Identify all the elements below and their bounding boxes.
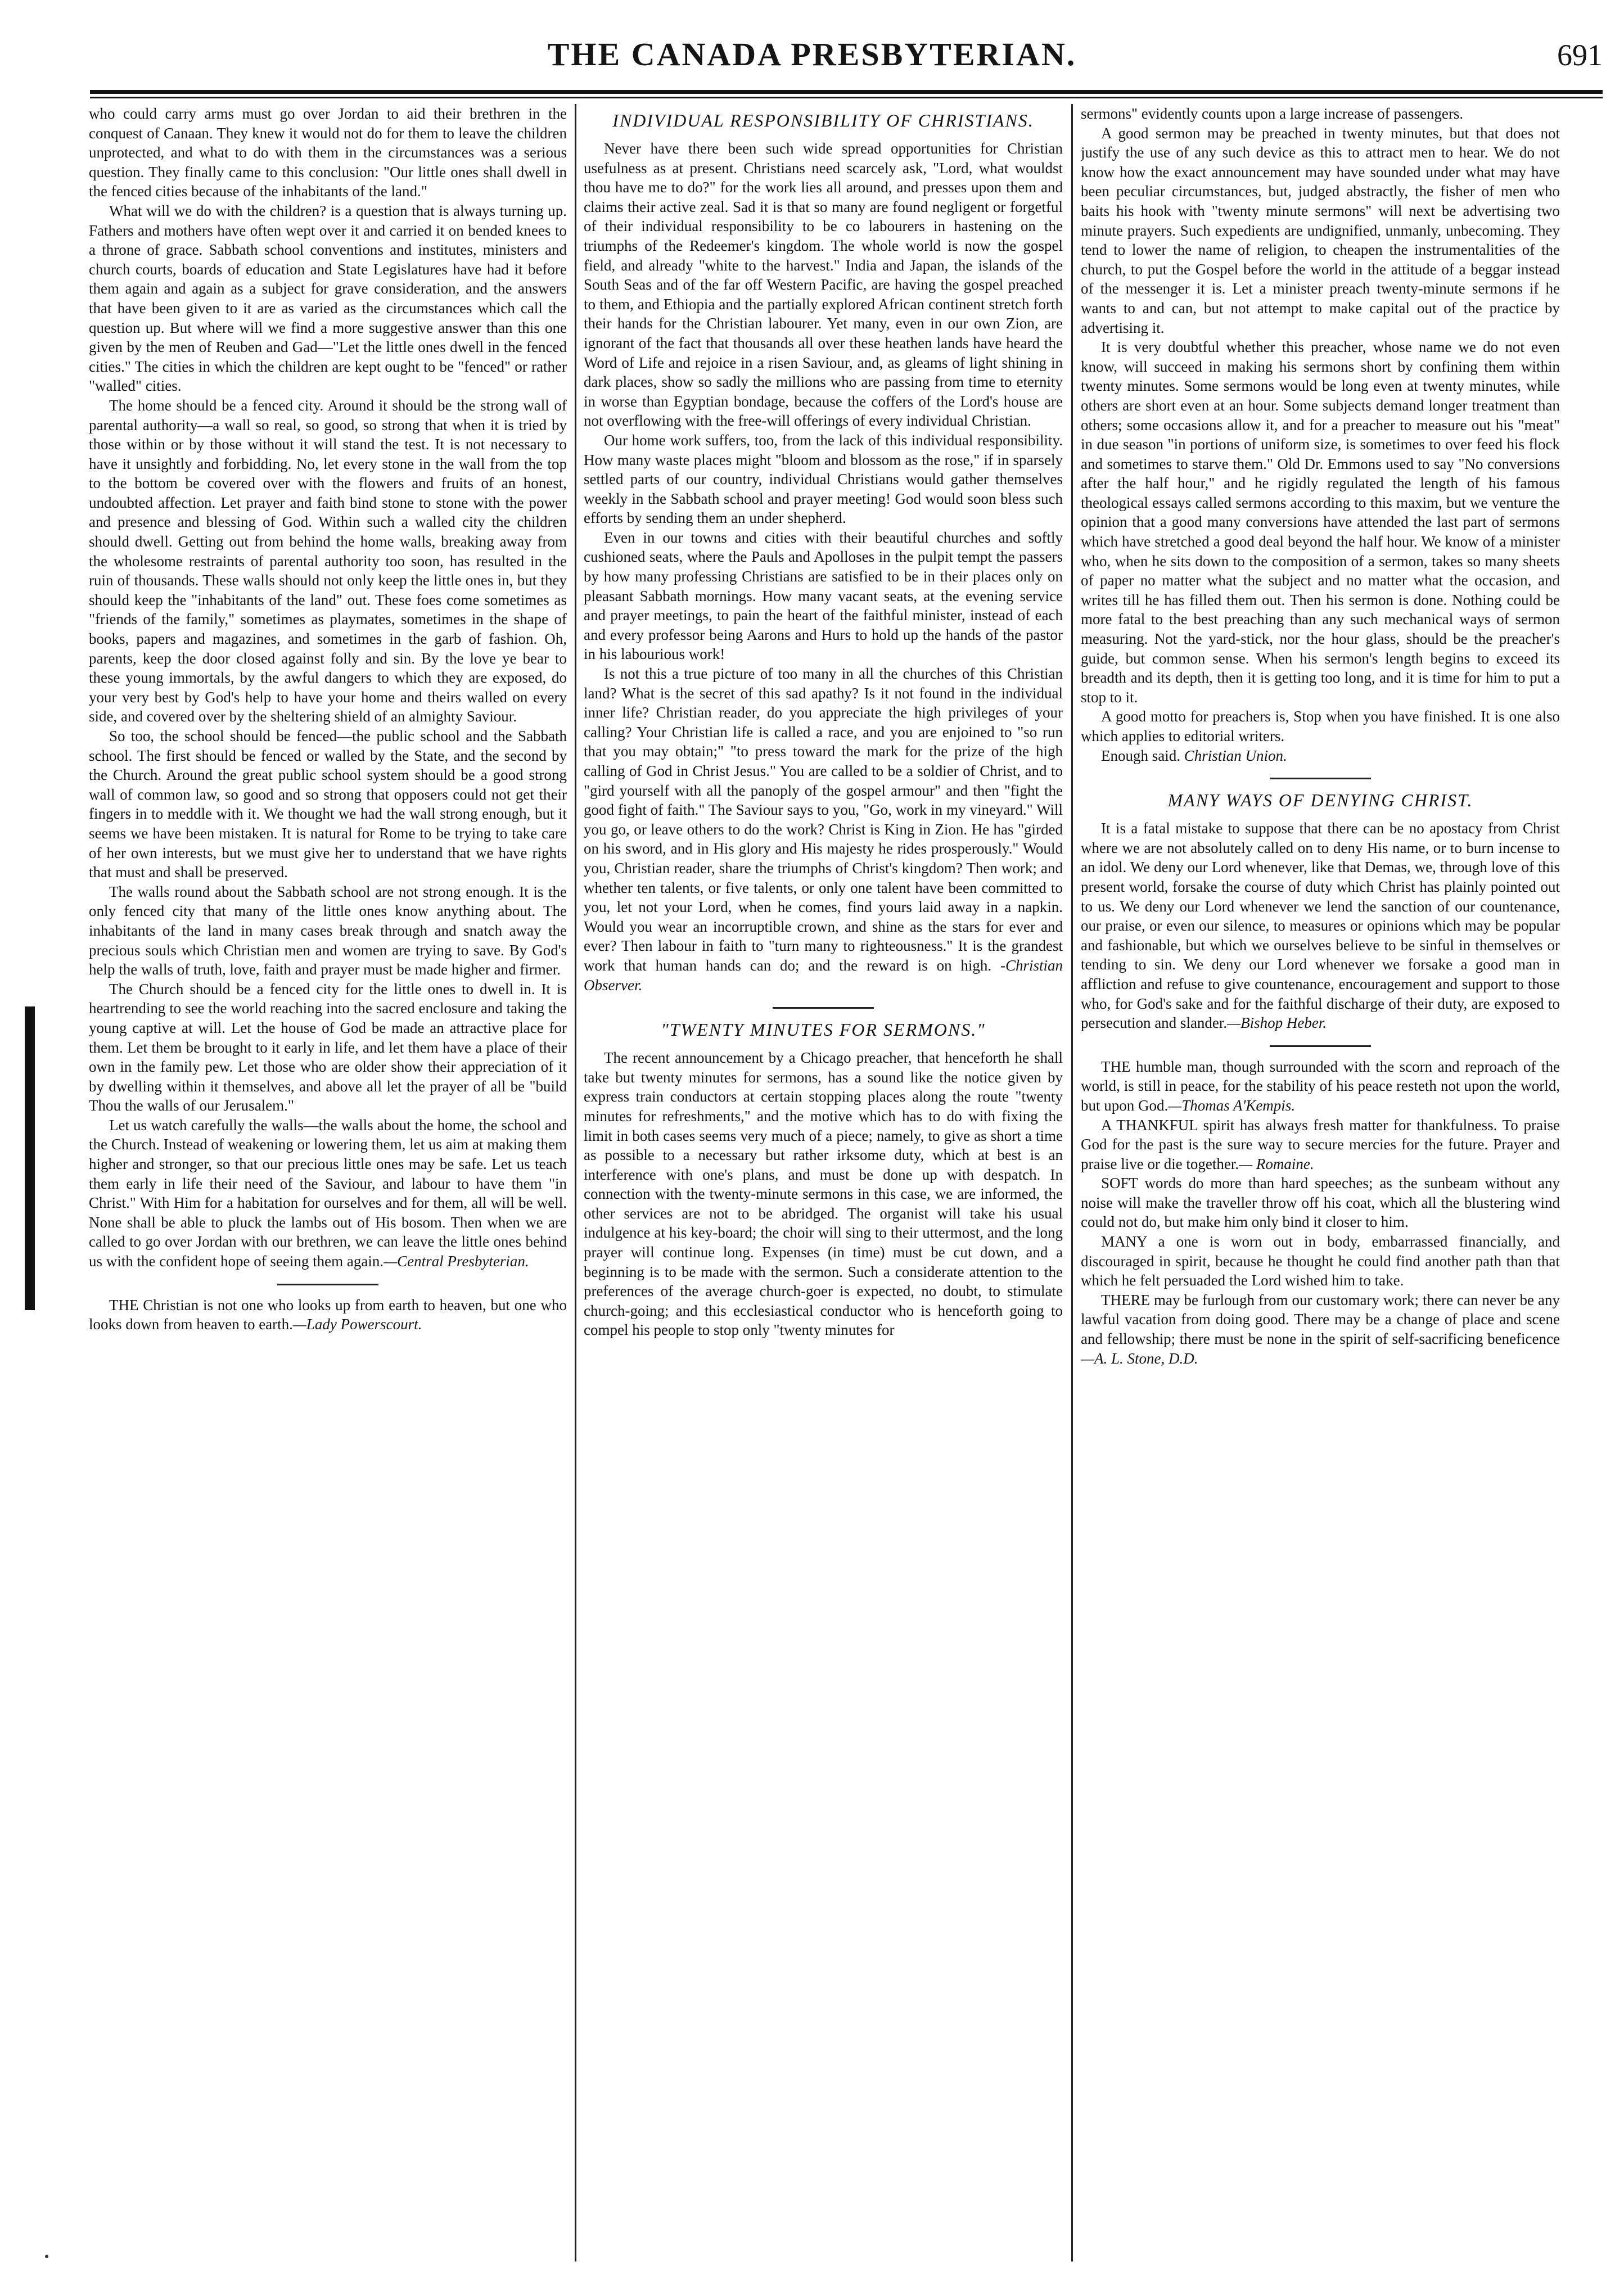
- paragraph-text: Let us watch carefully the walls—the walls about the home, the school and the Church. Instead of weakening or lowering them, let us aim at making them higher and stronger, so that our precious little ones may be safe. Let us teach them early in life their need of the Saviour, and labour to have them "in Christ." With Him for a habitation for ourselves and for them, all will be well. None shall be able to pluck the lambs out of His bosom. Then when we are called to go over Jordan with our brethren, we can leave the little ones behind us with the confident hope of seeing them again.: [89, 1116, 567, 1270]
- article-paragraph: [1081, 746, 1560, 766]
- column-2: [584, 104, 1063, 2262]
- newspaper-title: THE CANADA PRESBYTERIAN.: [547, 36, 1077, 73]
- article-paragraph: sermons" evidently counts upon a large increase of passengers.: [1081, 105, 1464, 122]
- column-3: [1081, 104, 1560, 2262]
- article-paragraph: The home should be a fenced city. Around it should be the strong wall of parental authority—a wall so real, so good, so strong that when it is tried by those within or by those without it will stand the test. It is not necessary to have it unsightly and forbidding. No, let every stone in the wall from the top to the bottom be covered over with the flowers and fruits of an honest, undoubted affection. Let prayer and faith bind stone to stone with the power and presence and blessing of God. Within such a walled city the children should dwell. Getting out from behind the home walls, breaking away from the wholesome restraints of parental authority too soon, has resulted in the ruin of thousands. These walls should not only keep the little ones in, but they should keep the "inhabitants of the land" out. These foes come sometimes as "friends of the family," sometimes as playmates, sometimes in the shape of books, papers and magazines, and sometimes in the garb of fashion. Oh, parents, keep the door closed against folly and sin. By the love ye bear to these young immortals, by the awful dangers to which they are exposed, do your very best by God's help to have your home and theirs walled on every side, and covered over by the sheltering shield of an almighty Saviour.: [89, 396, 567, 725]
- article-title: "TWENTY MINUTES FOR SERMONS.": [661, 1019, 986, 1040]
- article-paragraph: [89, 1116, 567, 1271]
- source-credit: —A. L. Stone, D.D.: [1081, 1349, 1198, 1367]
- quote-paragraph: [1081, 1290, 1560, 1368]
- source-credit: —Thomas A'Kempis.: [1168, 1096, 1296, 1114]
- source-credit: Christian Union.: [1184, 747, 1287, 764]
- article-title: INDIVIDUAL RESPONSIBILITY OF CHRISTIANS.: [612, 110, 1034, 130]
- quote-paragraph: [89, 1296, 567, 1334]
- column-divider-1: [575, 104, 576, 2262]
- paragraph-text: THERE may be furlough from our customary work; there can never be any lawful vacation from doing good. There may be a change of place and scene and fellowship; there must be none in the spirit of self-sacrificing beneficence: [1081, 1291, 1560, 1348]
- article-paragraph: The recent announcement by a Chicago preacher, that henceforth he shall take but twenty minutes for sermons, has a sound like the notice given by express train conductors at certain stopping places along the route "twenty minutes for refreshments," and the motive which has to do with fixing the limit in both cases seems very much of a piece; namely, to give as short a time as possible to a necessary but rather irksome duty, which at best is an interference with one's plans, and must be done up with despatch. In connection with the twenty-minute sermons in this case, we are informed, the other services are not to be abridged. The organist will take his usual indulgence at his key-board; the choir will sing to their uttermost, and the long prayer will continue long. Expenses (in time) must be cut down, and a beginning is to be made with the sermon. Such a considerate attention to the preferences of the average church-goer is expected, no doubt, to stimulate church-going; and this ecclesiastical conductor who is henceforth going to compel his people to stop only "twenty minutes for: [584, 1049, 1063, 1339]
- scan-margin-mark: [25, 1006, 35, 1310]
- paragraph-text: A THANKFUL spirit has always fresh matter for thankfulness. To praise God for the past is the sure way to secure mercies for the future. Prayer and praise live or die together.: [1081, 1116, 1560, 1172]
- article-paragraph: The walls round about the Sabbath school are not strong enough. It is the only fenced city that many of the little ones know anything about. The inhabitants of the land in many cases break through and snatch away the precious souls which Christian men and women are trying to save. By God's help the walls of truth, love, faith and prayer must be made higher and firmer.: [89, 883, 567, 978]
- section-rule: [277, 1284, 378, 1285]
- article-paragraph: Our home work suffers, too, from the lack of this individual responsibility. How many waste places might "bloom and blossom as the rose," if in sparsely settled parts of our country, individual Christians would gather themselves weekly in the Sabbath school and prayer meeting! God would soon bless such efforts by sending them an under shepherd.: [584, 431, 1063, 527]
- article-paragraph: Never have there been such wide spread opportunities for Christian usefulness as at present. Christians need scarcely ask, "Lord, what wouldst thou have me to do?" for the work lies all around, and presses upon them and claims their active zeal. Sad it is that so many are found negligent or forgetful of their individual responsibility to be co labourers in hastening on the triumphs of the Redeemer's kingdom. The whole world is now the gospel field, and already "white to the harvest." India and Japan, the islands of the South Seas and of the far off Western Pacific, are having the gospel preached to them, and Ethiopia and the partially explored African continent stretch forth their hands for the Christian labourer. Yet many, even in our own Zion, are ignorant of the fact that thousands all over these heathen lands have heard the Word of Life and rejoice in a risen Saviour, and, as gleams of light shining in dark places, show so sadly the millions who are passing from time to eternity in worse than Egyptian bondage, because the coffers of the Lord's house are not overflowing with the free-will offerings of every individual Christian.: [584, 140, 1063, 430]
- paragraph-text: THE Christian is not one who looks up from earth to heaven, but one who looks down from heaven to earth.: [89, 1296, 567, 1333]
- article-title: MANY WAYS OF DENYING CHRIST.: [1167, 790, 1473, 811]
- source-credit: —Central Presbyterian.: [384, 1253, 529, 1270]
- article-paragraph: [1081, 819, 1560, 1033]
- article-paragraph: It is very doubtful whether this preacher, whose name we do not even know, will succeed in making his sermons short by confining them within twenty minutes. Some sermons would be long even at twenty minutes, while others are short even at an hour. Some subjects demand longer treatment than others; some occasions allow it, and for a preacher to measure out his "meat" in due season "in portions of uniform size, is sometimes to over feed his flock and sometimes to starve them." Old Dr. Emmons used to say "No conversions after the half hour," and he rigidly regulated the length of his famous theological essays called sermons according to this maxim, but we venture the opinion that a good many conversions have attended the last part of sermons which have stretched a good deal beyond the half hour. We know of a minister who, when he sits down to the composition of a sermon, takes so many sheets of paper no matter what the subject and no matter what the occasion, and writes till he has filled them out. Then his sermon is done. Nothing could be more fatal to the best preaching than any such mechanical ways of sermon measuring. Not the yard-stick, nor the hour glass, should be the preacher's guide, but common sense. When his sermon's length begins to exceed its breadth and its depth, then it is getting too long, and it is time for him to put a stop to it.: [1081, 338, 1560, 706]
- column-1: [89, 104, 567, 2262]
- article-paragraph: [584, 664, 1063, 995]
- quote-paragraph: [1081, 1116, 1560, 1174]
- section-rule: [773, 1007, 874, 1009]
- paragraph-text: It is a fatal mistake to suppose that there can be no apostacy from Christ where we are not absolutely called on to deny His name, or to burn incense to an idol. We deny our Lord whenever, like that Demas, we, through love of this present world, forsake the course of duty which Christ has plainly pointed out to us. We deny our Lord whenever we lend the sanction of our countenance, our praise, or even our silence, to measures or opinions which may be popular and fashionable, but which we ourselves believe to be sinful in themselves or tending to sin. We deny our Lord whenever we forsake a good man in affliction and refuse to give countenance, encouragement and support to those who, for God's sake and for the faithful discharge of their duty, are exposed to persecution and slander.: [1081, 820, 1560, 1032]
- column-divider-2: [1071, 104, 1073, 2262]
- header-rule-thin: [90, 97, 1603, 98]
- article-paragraph: The Church should be a fenced city for the little ones to dwell in. It is heartrending to see the world reaching into the sacred enclosure and taking the young captive at will. Let the house of God be made an attractive place for them. Let them be brought to it early in life, and let them have a place of their own in the family pew. Let those who are older show their appreciation of it by dwelling within it themselves, and above all let the prayer of all be "build Thou the walls of our Jerusalem.": [89, 980, 567, 1114]
- section-rule: [1270, 778, 1371, 779]
- source-credit: —Bishop Heber.: [1227, 1014, 1327, 1032]
- source-credit: —Lady Powerscourt.: [292, 1316, 422, 1333]
- paragraph-text: Is not this a true picture of too many in all the churches of this Christian land? What is the secret of this sad apathy? Is it not found in the individual inner life? Christian reader, do you appreciate the high privileges of your calling? Your Christian life is called a race, and you are enjoined to "so run that you may obtain;" "to press toward the mark for the prize of the high calling of God in Christ Jesus." You are called to be a soldier of Christ, and to "gird yourself with all the panoply of the gospel armour" and then "fight the good fight of faith." The Saviour says to you, "Go, work in my vineyard." Will you go, or leave others to do the work? Christ is King in Zion. He has "girded on his sword, and in His glory and His majesty he rides prosperously." Would you, Christian reader, share the triumphs of Christ's kingdom? Then work; and whether ten talents, or five talents, or only one talent have been committed to you, let not your Lord, when he comes, find yours laid away in a napkin. Would you wear an incorruptible crown, and shine as the stars for ever and ever? Then labour in faith to "turn many to righteousness." It is the grandest work that human hands can do; and the reward is on high.: [584, 665, 1063, 974]
- quote-paragraph: [1081, 1057, 1560, 1116]
- source-credit: -Christian Observer.: [584, 956, 1063, 994]
- quote-paragraph: MANY a one is worn out in body, embarrassed financially, and discouraged in spirit, because he thought he could find another path than that which he felt persuaded the Lord wished him to take.: [1081, 1233, 1560, 1289]
- paragraph-text: THE humble man, though surrounded with the scorn and reproach of the world, is still in peace, for the stability of his peace resteth not upon the world, but upon God.: [1081, 1058, 1560, 1114]
- article-paragraph: Even in our towns and cities with their beautiful churches and softly cushioned seats, where the Pauls and Apolloses in the pulpit tempt the passers by how many professing Christians are satisfied to be in their places only on pleasant Sabbath mornings. How many vacant seats, at the evening service and prayer meetings, to pain the heart of the faithful minister, instead of each and every professor being Aarons and Hurs to hold up the hands of the pastor in his labourious work!: [584, 529, 1063, 663]
- article-paragraph: What will we do with the children? is a question that is always turning up. Fathers and mothers have often wept over it and carried it on bended knees to a throne of grace. Sabbath school conventions and institutes, ministers and church courts, boards of education and State Legislatures have had it before them again and again as a subject for grave consideration, and the answers that have been given to it are as varied as the circumstances which call the question up. But where will we find a more suggestive answer than this one given by the men of Reuben and Gad—"Let the little ones dwell in the fenced cities." The cities in which the children are kept ought to be "fenced" or rather "walled" cities.: [89, 202, 567, 395]
- article-paragraph: A good sermon may be preached in twenty minutes, but that does not justify the use of any such device as this to attract men to hear. We do not know how the exact announcement may have sounded under what may have been peculiar circumstances, but, judged abstractly, the fisher of men who baits his hook with "twenty minute sermons" will next be advertising two minute prayers. Such expedients are undignified, unmanly, unbecoming. They tend to lower the name of religion, to cheapen the instrumentalities of the church, to put the Gospel before the world in the attitude of a beggar instead of the messenger it is. Let a minister preach twenty-minute sermons if he wants to and can, but not attempt to make capital out of the practice by advertising it.: [1081, 124, 1560, 336]
- section-rule: [1270, 1045, 1371, 1047]
- page-number: 691: [1557, 38, 1603, 72]
- source-credit: — Romaine.: [1239, 1155, 1314, 1172]
- paragraph-text: Enough said.: [1101, 747, 1180, 764]
- article-paragraph: A good motto for preachers is, Stop when you have finished. It is one also which applies to editorial writers.: [1081, 708, 1560, 744]
- article-paragraph: who could carry arms must go over Jordan to aid their brethren in the conquest of Canaan. They knew it would not do for them to leave the children unprotected, and what to do with them in the circumstances was a serious question. They finally came to this conclusion: "Our little ones shall dwell in the fenced cities because of the inhabitants of the land.": [89, 105, 567, 200]
- header-rule-thick: [90, 90, 1603, 94]
- scan-speck: [45, 2255, 48, 2258]
- article-paragraph: So too, the school should be fenced—the public school and the Sabbath school. The first should be fenced or walled by the State, and the second by the Church. Around the great public school system should be a good strong wall of common law, so good and so strong that opposers could not get their fingers in to meddle with it. We thought we had the wall strong enough, but it seems we have been mistaken. It is natural for Rome to be trying to take care of her own interests, but we must give her to understand that we have rights that must and shall be preserved.: [89, 728, 567, 881]
- quote-paragraph: SOFT words do more than hard speeches; as the sunbeam without any noise will make the traveller throw off his coat, which all the blustering wind could not do, but make him only bind it closer to him.: [1081, 1175, 1560, 1231]
